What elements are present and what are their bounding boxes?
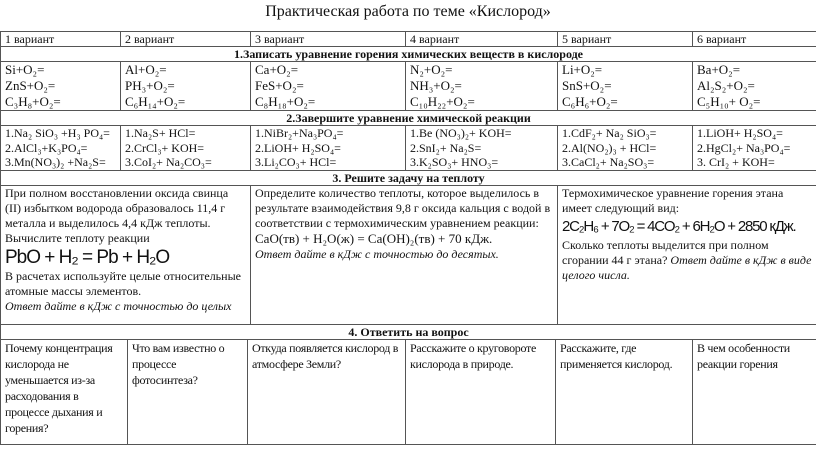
formula: 1.CdF₂+ Na₂ SiO₃= bbox=[562, 126, 657, 140]
question-cell bbox=[556, 339, 693, 444]
formula: Al₂S₂+O₂= bbox=[697, 78, 755, 93]
formula: 2.CrCl₃+ KOH= bbox=[125, 140, 205, 155]
formula-cell bbox=[558, 126, 693, 171]
question-text: Что вам известно о процессе фотосинтеза? bbox=[132, 340, 225, 387]
formula: 1.Na₂ SiO₃ +H₃ PO₄= bbox=[5, 126, 110, 140]
task-answer-format: Ответ дайте в кДж с точностью до целых bbox=[5, 298, 232, 313]
variant-header: 4 вариант bbox=[406, 32, 558, 47]
formula-cell bbox=[121, 62, 251, 111]
formula: Ca+O₂= bbox=[255, 62, 299, 77]
formula-cell bbox=[1, 126, 121, 171]
formula: N₂+O₂= bbox=[410, 62, 453, 77]
formula: C₃H₈+O₂= bbox=[5, 94, 61, 109]
formula: Si+O₂= bbox=[5, 62, 45, 77]
formula: Ba+O₂= bbox=[697, 62, 741, 77]
formula-cell bbox=[558, 62, 693, 111]
task-1 bbox=[1, 186, 251, 325]
question-text: Расскажите, где применяется кислород. bbox=[560, 340, 673, 371]
section2-heading: 2.Завершите уравнение химической реакции bbox=[1, 111, 816, 126]
formula: 2.Al(NO₂)₃ + HCl= bbox=[562, 140, 657, 155]
formula: 3.Li₂CO₃+ HCl= bbox=[255, 155, 337, 169]
questions-table bbox=[0, 325, 816, 445]
formula: C₆H₁₄+O₂= bbox=[125, 94, 186, 109]
section3-heading: 3. Решите задачу на теплоту bbox=[1, 170, 816, 185]
formula-cell bbox=[251, 62, 406, 111]
task-note: В расчетах используйте целые относительные атомные массы элементов. bbox=[5, 268, 241, 298]
question-cell bbox=[1, 339, 128, 444]
section1-heading: 1.Записать уравнение горения химических веществ в кислороде bbox=[1, 47, 816, 62]
formula: 3.CaCl₂+ Na₂SO₃= bbox=[562, 155, 655, 169]
task-question: Сколько теплоты выделится при полном сгорании 44 г этана? bbox=[562, 237, 769, 267]
question-cell bbox=[693, 339, 816, 444]
formula: FeS+O₂= bbox=[255, 78, 304, 93]
question-text: Расскажите о круговороте кислорода в природе. bbox=[410, 340, 537, 371]
formula: C₁₀H₂₂+O₂= bbox=[410, 94, 475, 109]
task-text: Определите количество теплоты, которое выделилось в результате взаимодействия 9,8 г оксида кальция с водой в соответствии с термохимическим уравнением реакции: bbox=[255, 185, 551, 230]
formula: 2.HgCl₂+ Na₃PO₄= bbox=[697, 140, 791, 155]
formula: 3.CoI₂+ Na₂CO₃= bbox=[125, 155, 212, 169]
variant-header: 3 вариант bbox=[251, 32, 406, 47]
formula: 1.LiOH+ H₂SO₄= bbox=[697, 126, 783, 140]
formula: 3.K₂SO₃+ HNO₃= bbox=[410, 155, 499, 169]
formula: 2.SnI₂+ Na₂S= bbox=[410, 140, 482, 155]
page-title: Практическая работа по теме «Кислород» bbox=[265, 3, 551, 20]
formula: PH₃+O₂= bbox=[125, 78, 175, 93]
formula-cell bbox=[121, 126, 251, 171]
task-2 bbox=[251, 186, 558, 325]
formula: 1.NiBr₂+Na₃PO₄= bbox=[255, 126, 344, 140]
formula: C₅H₁₀+ O₂= bbox=[697, 94, 761, 109]
formula: 2.LiOH+ H₂SO₄= bbox=[255, 140, 341, 155]
task-answer-format: Ответ дайте в кДж в виде целого числа. bbox=[562, 252, 812, 282]
tasks-table bbox=[0, 186, 816, 325]
formula: SnS+O₂= bbox=[562, 78, 612, 93]
variants-table bbox=[0, 31, 816, 186]
formula: Li+O₂= bbox=[562, 62, 603, 77]
formula: 3. CrI₂ + KOH= bbox=[697, 155, 775, 169]
formula-cell bbox=[251, 126, 406, 171]
question-cell bbox=[128, 339, 248, 444]
formula: C₆H₆+O₂= bbox=[562, 94, 618, 109]
task-answer-format: Ответ дайте в кДж с точностью до десятых. bbox=[255, 246, 499, 261]
formula: Al+O₂= bbox=[125, 62, 167, 77]
task-equation: CaO(тв) + H₂O(ж) = Ca(OH)₂(тв) + 70 кДж. bbox=[255, 230, 493, 246]
task-text: При полном восстановлении оксида свинца (II) избытком водорода образовалось 11,4 г металла и выделилось 4,4 кДж теплоты. Вычислите теплоту реакции bbox=[5, 185, 229, 245]
formula-cell bbox=[693, 62, 816, 111]
formula: 2.AlCl₃+K₃PO₄= bbox=[5, 140, 88, 155]
variant-header: 6 вариант bbox=[693, 32, 816, 47]
task-equation: 2C₂H₆ + 7O₂ = 4CO₂ + 6H₂O + 2850 кДж. bbox=[562, 217, 796, 235]
formula: ZnS+O₂= bbox=[5, 78, 56, 93]
task-equation: PbO + H₂ = Pb + H₂O bbox=[5, 246, 170, 268]
section4-heading: 4. Ответить на вопрос bbox=[1, 325, 816, 340]
formula: 1.Na₂S+ HCl= bbox=[125, 126, 196, 140]
variant-header: 1 вариант bbox=[1, 32, 121, 47]
task-3 bbox=[558, 186, 816, 325]
worksheet-table bbox=[0, 31, 816, 445]
formula: C₈H₁₈+O₂= bbox=[255, 94, 316, 109]
formula: 1.Be (NO₃)₂+ KOH= bbox=[410, 126, 512, 140]
formula: NH₃+O₂= bbox=[410, 78, 462, 93]
formula-cell bbox=[693, 126, 816, 171]
task-text: Термохимическое уравнение горения этана имеет следующий вид: bbox=[562, 185, 784, 215]
formula: 3.Mn(NO₃)₂ +Na₂S= bbox=[5, 155, 106, 169]
question-text: В чем особенности реакции горения bbox=[697, 340, 790, 371]
formula-cell bbox=[406, 62, 558, 111]
question-text: Откуда появляется кислород в атмосфере Земли? bbox=[252, 340, 399, 371]
question-cell bbox=[248, 339, 406, 444]
variant-header: 2 вариант bbox=[121, 32, 251, 47]
question-text: Почему концентрация кислорода не уменьшается из-за расходования в процессе дыхания и горения? bbox=[5, 340, 113, 435]
variant-header: 5 вариант bbox=[558, 32, 693, 47]
formula-cell bbox=[1, 62, 121, 111]
question-cell bbox=[406, 339, 556, 444]
formula-cell bbox=[406, 126, 558, 171]
